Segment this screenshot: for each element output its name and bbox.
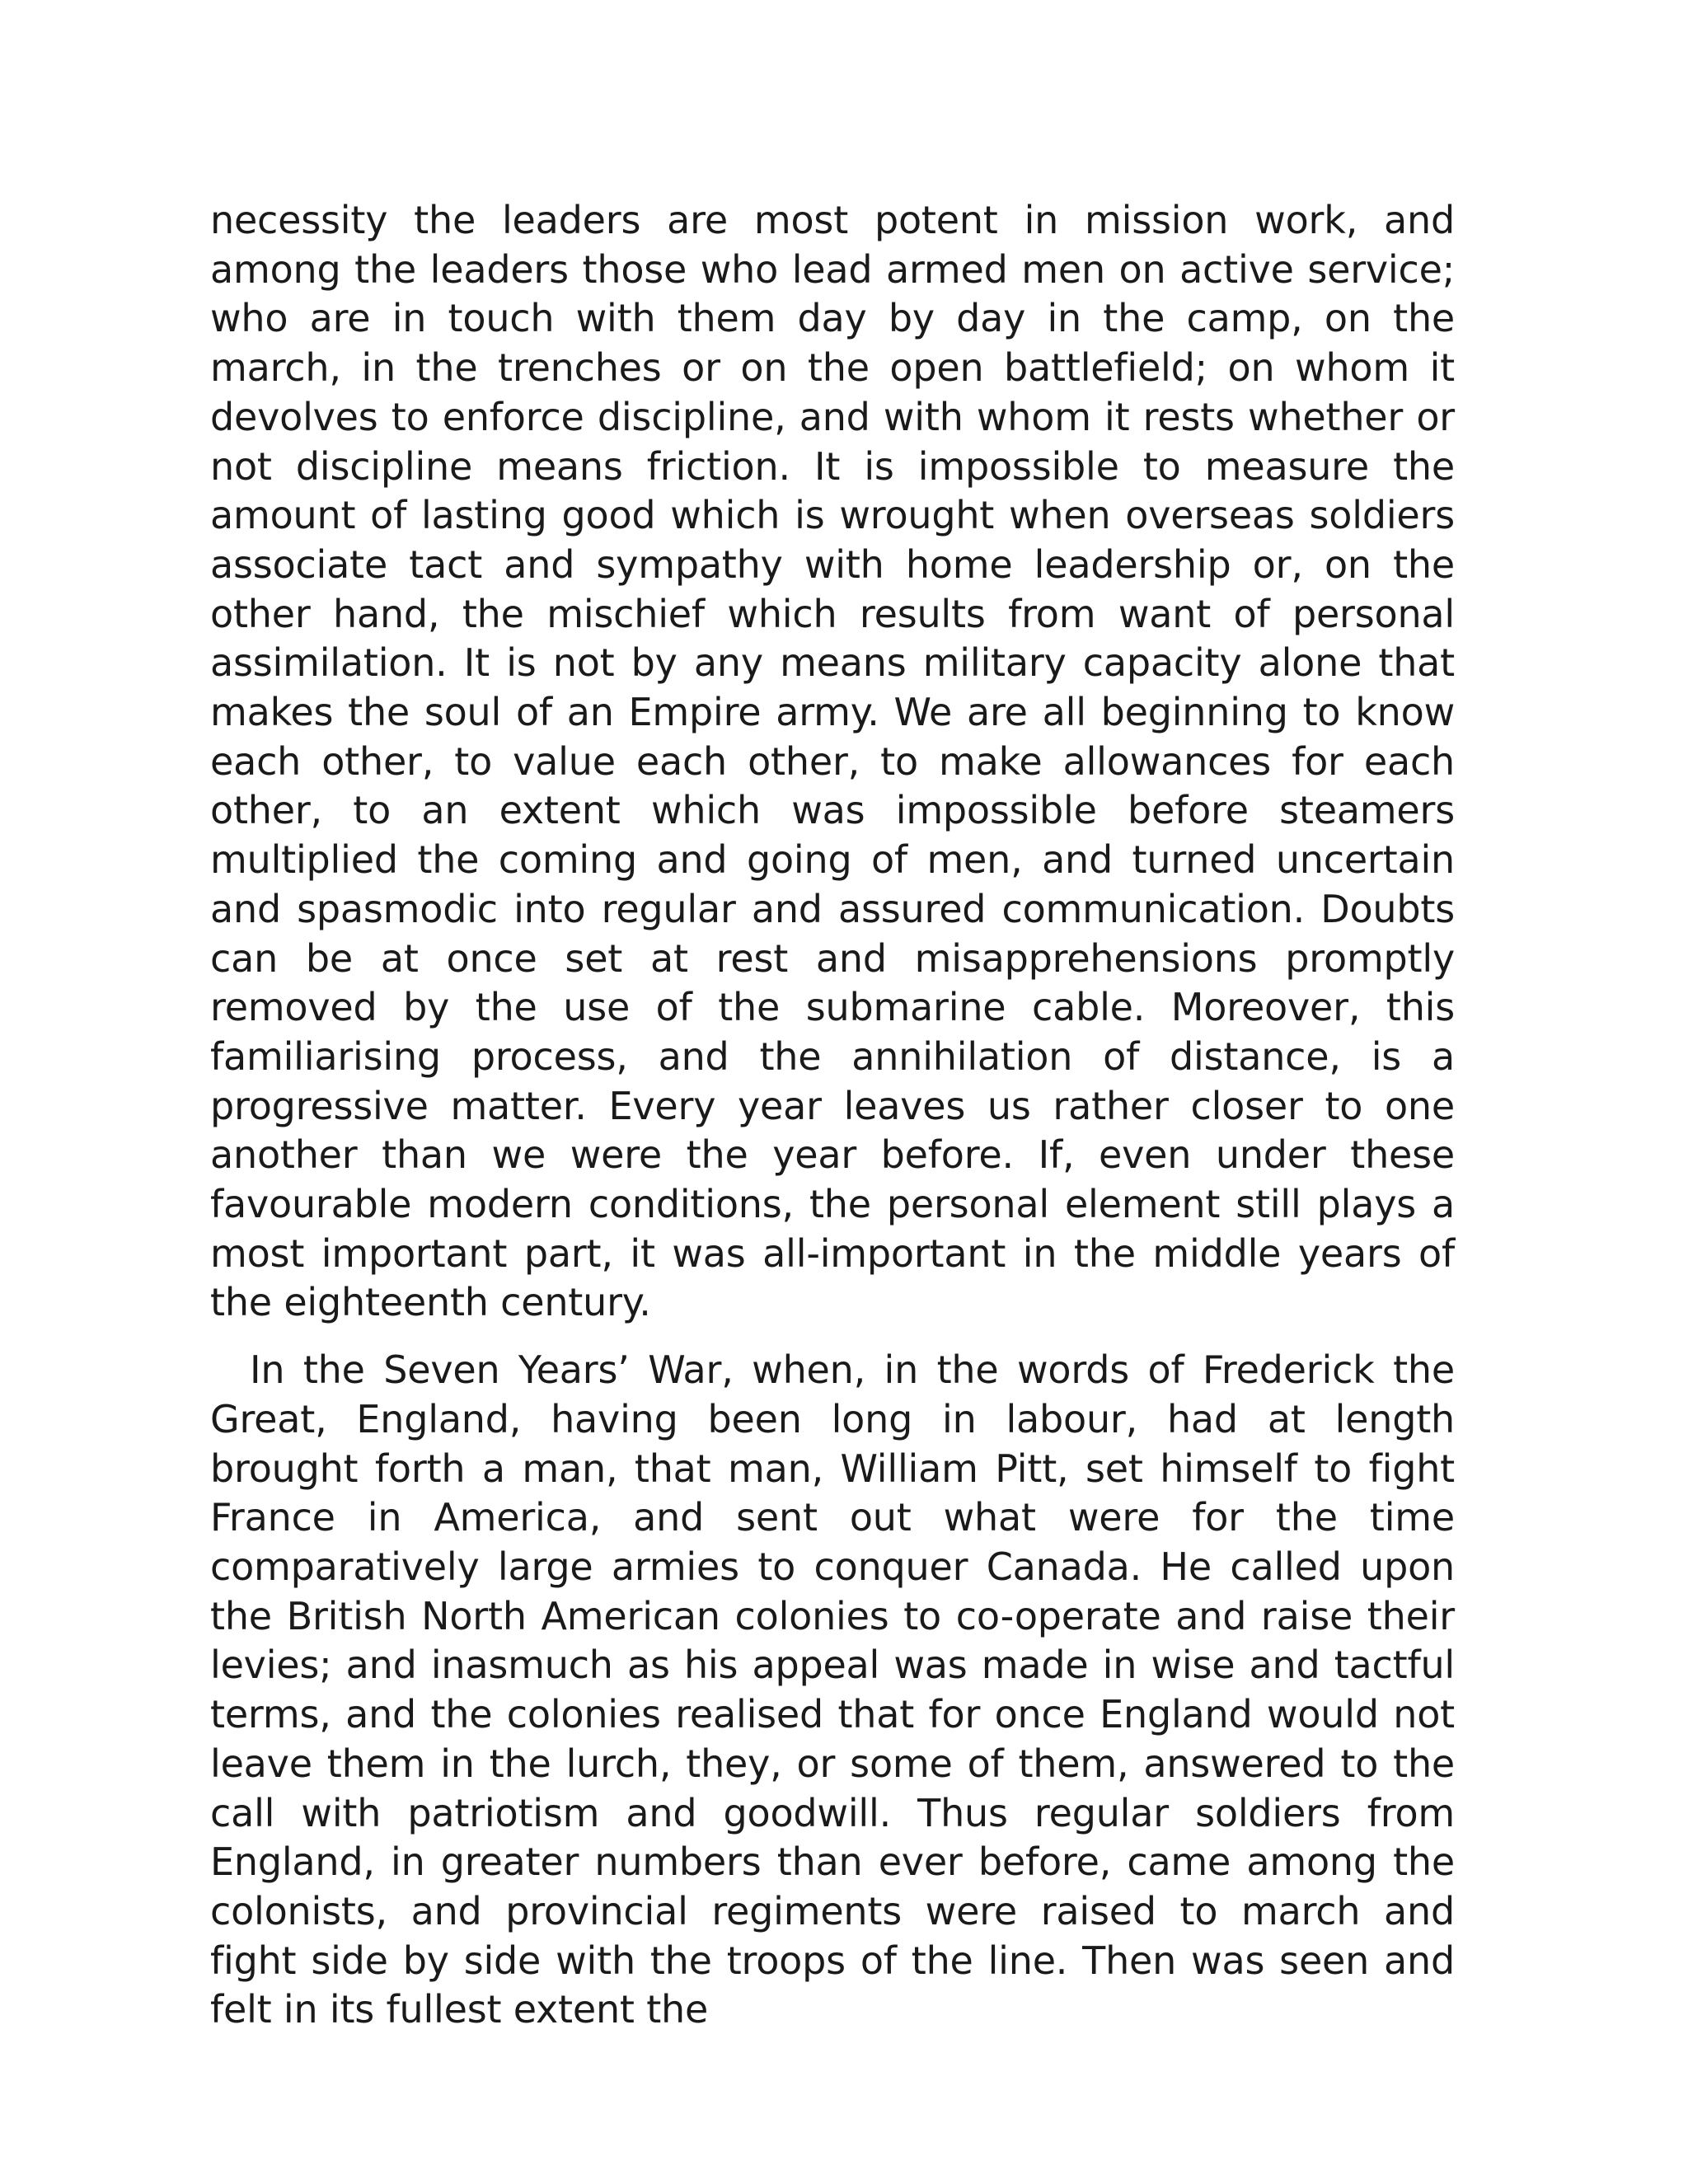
paragraph-1: necessity the leaders are most potent in mission work, and among the leaders those who lead armed men on active service; who are in touch with them day by day in the camp, on the march, in the trenches or on the open battlefield; on whom it devolves to enforce discipline, and with whom it rests whether or not discipline means friction. It is impossible to measure the amount of lasting good which is wrought when overseas soldiers associate tact and sympathy with home leadership or, on the other hand, the mischief which results from want of personal assimilation. It is not by any means military capacity alone that makes the soul of an Empire army. We are all beginning to know each other, to value each other, to make allowances for each other, to an extent which was impossible before steamers multiplied the coming and going of men, and turned uncertain and spasmodic into regular and assured communication. Doubts can be at once set at rest and misapprehensions promptly removed by the use of the submarine cable. Moreover, this familiarising process, and the annihilation of distance, is a progressive matter. Every year leaves us rather closer to one another than we were the year before. If, even under these favourable modern conditions, the personal element still plays a most important part, it was all-important in the middle years of the eighteenth century. (210, 198, 1455, 1325)
page-body (210, 196, 1455, 2035)
paragraph-2: In the Seven Years’ War, when, in the words of Frederick the Great, England, having been long in labour, had at length brought forth a man, that man, William Pitt, set himself to fight France in America, and sent out what were for the time comparatively large armies to conquer Canada. He called upon the British North American colonies to co-operate and raise their levies; and inasmuch as his appeal was made in wise and tactful terms, and the colonies realised that for once England would not leave them in the lurch, they, or some of them, answered to the call with patriotism and goodwill. Thus regular soldiers from England, in greater numbers than ever before, came among the colonists, and provincial regiments were raised to march and fight side by side with the troops of the line. Then was seen and felt in its fullest extent the (210, 1347, 1455, 2032)
